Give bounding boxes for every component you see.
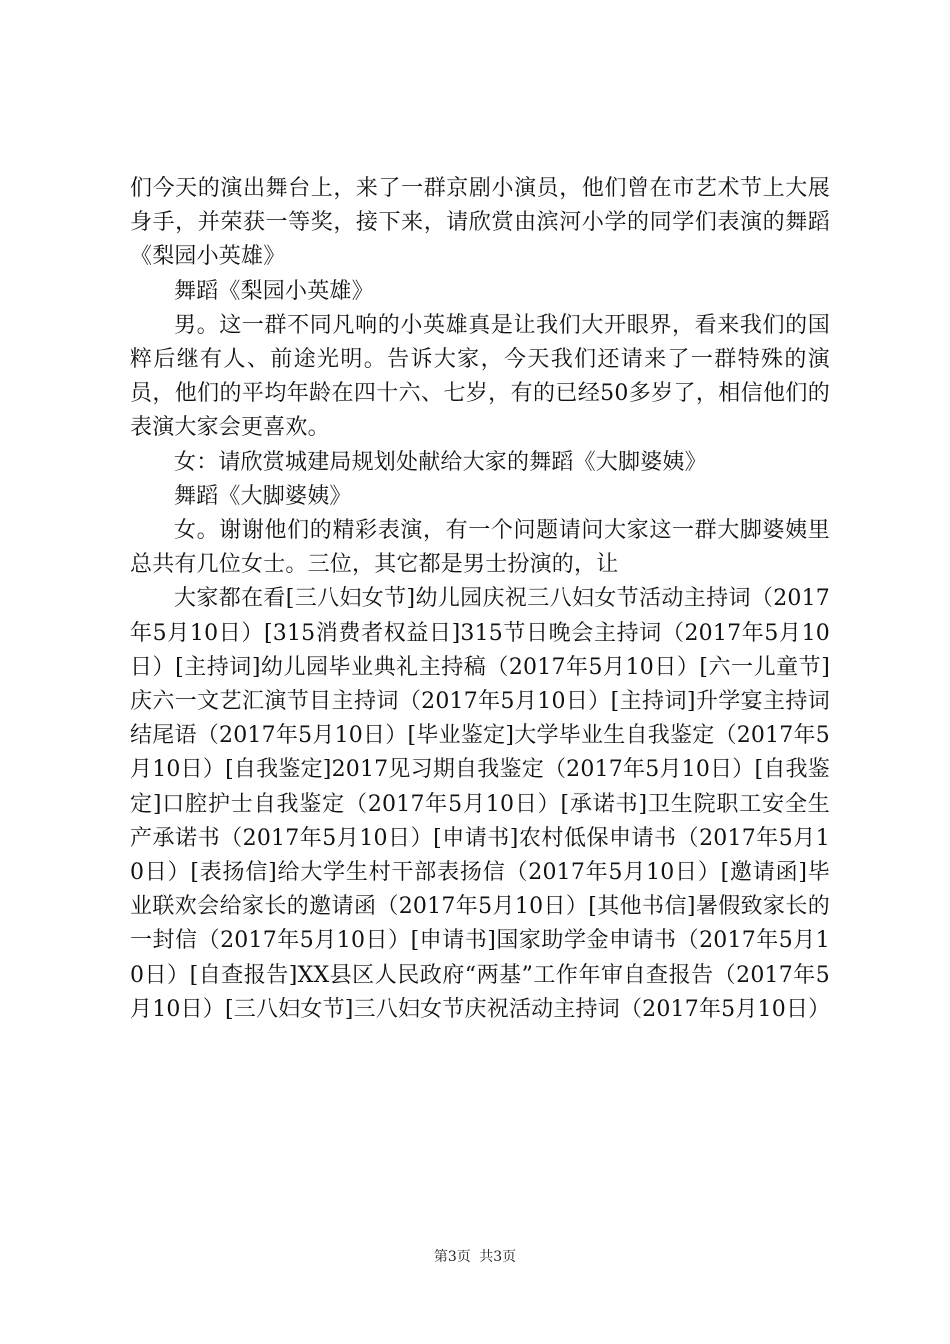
paragraph-6: 女。谢谢他们的精彩表演，有一个问题请问大家这一群大脚婆姨里总共有几位女士。三位，其它都是男士扮演的，让 xyxy=(130,518,830,578)
page-footer xyxy=(0,1248,950,1266)
paragraph-3: 男。这一群不同凡响的小英雄真是让我们大开眼界，看来我们的国粹后继有人、前途光明。告诉大家，今天我们还请来了一群特殊的演员，他们的平均年龄在四十六、七岁，有的已经50多岁了，相信他们的表演大家会更喜欢。 xyxy=(130,312,830,441)
page-total: 共3页 xyxy=(479,1249,517,1265)
document-body xyxy=(130,172,830,1027)
paragraph-5: 舞蹈《大脚婆姨》 xyxy=(174,483,352,509)
paragraph-2: 舞蹈《梨园小英雄》 xyxy=(174,278,374,304)
paragraph-1: 们今天的演出舞台上，来了一群京剧小演员，他们曾在市艺术节上大展身手，并荣获一等奖，接下来，请欣赏由滨河小学的同学们表演的舞蹈《梨园小英雄》 xyxy=(130,176,830,270)
paragraph-4: 女：请欣赏城建局规划处献给大家的舞蹈《大脚婆姨》 xyxy=(174,449,707,475)
paragraph-7-related-list: 大家都在看[三八妇女节]幼儿园庆祝三八妇女节活动主持词（2017年5月10日）[315消费者权益日]315节日晚会主持词（2017年5月10日）[主持词]幼儿园毕业典礼主持稿（2017年5月10日）[六一儿童节]庆六一文艺汇演节目主持词（2017年5月10日）[主持词]升学宴主持词结尾语（2017年5月10日）[毕业鉴定]大学毕业生自我鉴定（2017年5月10日）[自我鉴定]2017见习期自我鉴定（2017年5月10日）[自我鉴定]口腔护士自我鉴定（2017年5月10日）[承诺书]卫生院职工安全生产承诺书（2017年5月10日）[申请书]农村低保申请书（2017年5月10日）[表扬信]给大学生村干部表扬信（2017年5月10日）[邀请函]毕业联欢会给家长的邀请函（2017年5月10日）[其他书信]暑假致家长的一封信（2017年5月10日）[申请书]国家助学金申请书（2017年5月10日）[自查报告]XX县区人民政府“两基”工作年审自查报告（2017年5月10日）[三八妇女节]三八妇女节庆祝活动主持词（2017年5月10日） xyxy=(130,586,831,1022)
page-number: 第3页 xyxy=(433,1249,471,1265)
